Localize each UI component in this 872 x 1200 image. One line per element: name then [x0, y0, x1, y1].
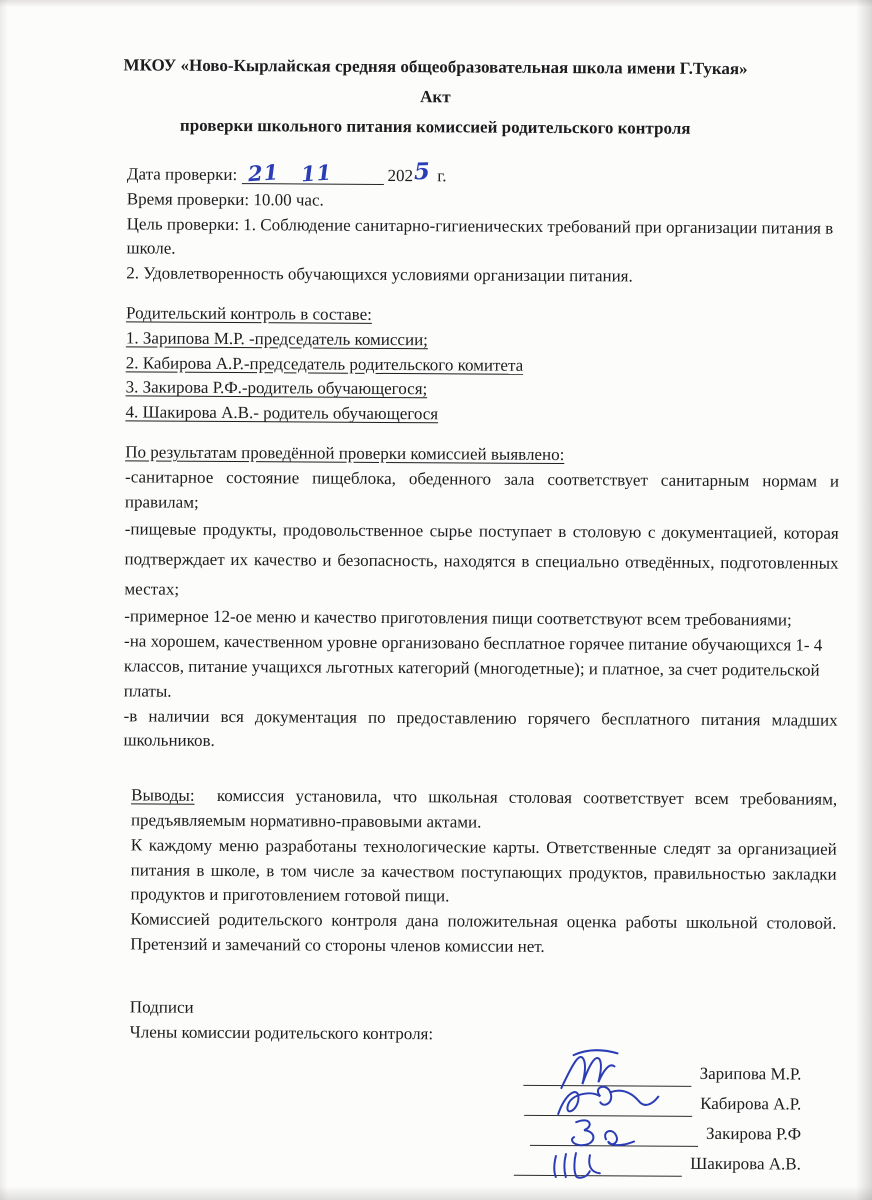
time-line: Время проверки: 10.00 час.	[126, 189, 324, 210]
document-header	[0, 0, 872, 145]
results-item: -в наличии вся документация по предоставлению горячего бесплатного питания младших школьников.	[123, 705, 838, 751]
results-section	[123, 440, 839, 758]
committee-member: 1. Зарипова М.Р. -председатель комиссии;	[125, 328, 429, 350]
scan-edge-bottom	[0, 1186, 872, 1200]
act-title: Акт	[420, 87, 451, 107]
signature-name: Зарипова М.Р.	[699, 1064, 802, 1084]
conclusions-paragraph-1	[131, 784, 837, 838]
committee-member: 4. Шакирова А.В.- родитель обучающегося	[125, 402, 439, 424]
signature-line	[514, 1154, 682, 1176]
signature-name: Закирова Р.Ф	[705, 1123, 802, 1144]
purpose-paragraph-2: 2. Удовлетворенность обучающихся условиями организации питания.	[126, 263, 633, 286]
signature-line	[530, 1125, 698, 1147]
date-suffix: г.	[437, 166, 447, 186]
conclusions-paragraph-3: Комиссией родительского контроля дана положительная оценка работы школьной столовой. Претензий и замечаний со стороны членов комиссии нет.	[130, 909, 837, 956]
conclusions-section	[122, 784, 837, 962]
results-item: -на хорошем, качественном уровне организовано бесплатное горячее питание обучающихся 1- 4 классов, питание учащихся льготных категорий (многодетные); и платное, за счет родительской платы.	[123, 631, 823, 701]
signature-row	[530, 1121, 801, 1147]
committee-member: 2. Кабирова А.Р.-председатель родительского комитета	[125, 352, 524, 375]
date-label: Дата проверки:	[126, 164, 238, 185]
signature-row	[514, 1150, 801, 1177]
purpose-paragraph-1: Цель проверки: 1. Соблюдение санитарно-гигиенических требований при организации питания в школе.	[126, 213, 834, 259]
signature-name: Шакирова А.В.	[690, 1153, 801, 1174]
results-item: -пищевые продукты, продовольственное сырье поступает в столовую с документацией, которая подтверждает их качество и безопасность, находятся в специально отведённых, подготовленных местах;	[124, 519, 839, 600]
date-year-printed: 202	[387, 165, 414, 186]
results-item: -санитарное состояние пищеблока, обеденного зала соответствует санитарным нормам и правилам;	[124, 467, 840, 512]
signatures-heading-block	[122, 995, 836, 1049]
conclusions-label: Выводы:	[131, 785, 195, 805]
document-body	[0, 157, 871, 1178]
signatures-block	[121, 1059, 836, 1178]
school-name-title: МКОУ «Ново-Кырлайская средняя общеобразовательная школа имени Г.Тукая»	[123, 55, 748, 79]
signatures-subheading: Члены комиссии родительского контроля:	[129, 1021, 434, 1043]
conclusions-paragraph-2: К каждому меню разработаны технологические карты. Ответственные следят за организацией питания в школе, в том числе за качеством поступающих продуктов, правильностью закладки продуктов и приготовлением готовой пищи.	[130, 835, 837, 906]
signature-scribble-icon	[538, 1145, 628, 1182]
results-item: -примерное 12-ое меню и качество приготовления пищи соответствуют всем требованиями;	[124, 606, 792, 630]
date-day-handwritten: 21	[246, 159, 280, 187]
act-subtitle: проверки школьного питания комиссией родительского контроля	[179, 115, 691, 138]
date-month-handwritten: 11	[299, 159, 333, 187]
date-handwritten-slot	[241, 159, 383, 187]
signature-name: Кабирова А.Р.	[700, 1094, 802, 1114]
date-year-handwritten: 5	[413, 157, 432, 186]
committee-member: 3. Закирова Р.Ф.-родитель обучающегося;	[125, 377, 428, 399]
conclusions-text-1: комиссия установила, что школьная столовая соответствует всем требованиям, предъявляемым нормативно-правовыми актами.	[130, 786, 838, 832]
date-line	[126, 157, 841, 191]
results-heading: По результатам проведённой проверки комиссией выявлено:	[125, 442, 565, 465]
committee-heading: Родительский контроль в составе:	[126, 303, 372, 324]
signatures-heading: Подписи	[129, 997, 194, 1017]
committee-section	[125, 301, 840, 429]
